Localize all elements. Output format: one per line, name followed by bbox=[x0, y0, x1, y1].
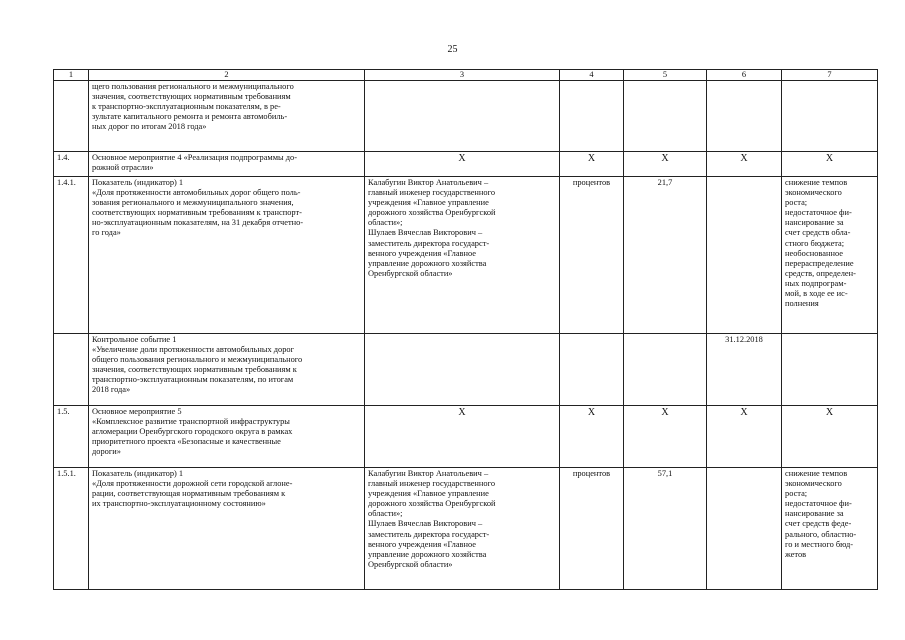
value-cell: X bbox=[624, 406, 707, 468]
responsible-line: управление дорожного хозяйства bbox=[368, 549, 487, 559]
table-row bbox=[54, 334, 878, 406]
risks-line: необоснованное bbox=[785, 248, 843, 258]
risks-line: перераспределение bbox=[785, 258, 854, 268]
date-cell: X bbox=[707, 406, 782, 468]
measure-text-line: Показатель (индикатор) 1 bbox=[92, 178, 184, 187]
measure-text-cell bbox=[89, 468, 365, 590]
measure-text-cell bbox=[89, 177, 365, 334]
risks-cell bbox=[782, 81, 878, 152]
risks-line: рального, областно- bbox=[785, 529, 857, 539]
measure-text-line: Показатель (индикатор) 1 bbox=[92, 469, 184, 478]
risks-line: мой, в ходе ее ис- bbox=[785, 289, 848, 299]
responsible-line: дорожного хозяйства Оренбургской bbox=[368, 499, 496, 509]
measure-text-line: Контрольное событие 1 bbox=[92, 335, 177, 344]
responsible-line: венного учреждения «Главное bbox=[368, 248, 476, 258]
measure-text-line: значения, соответствующих нормативным требованиям к bbox=[92, 365, 297, 375]
measure-text-line: 2018 года» bbox=[92, 385, 131, 395]
responsible-line: учреждения «Главное управление bbox=[368, 489, 489, 499]
measure-text-line: щего пользования регионального и межмуниципального bbox=[92, 82, 294, 91]
risks-line: стного бюджета; bbox=[785, 238, 845, 248]
column-number: 3 bbox=[365, 70, 560, 81]
measure-text-line: их транспортно-эксплуатационному состоянию» bbox=[92, 499, 266, 509]
column-number: 4 bbox=[560, 70, 624, 81]
unit-cell: процентов bbox=[560, 177, 624, 334]
value-cell bbox=[624, 81, 707, 152]
responsible-line: Шулаев Вячеслав Викторович – bbox=[368, 519, 483, 529]
table-row bbox=[54, 177, 878, 334]
responsible-cell: X bbox=[365, 152, 560, 177]
unit-cell: процентов bbox=[560, 468, 624, 590]
risks-cell: X bbox=[782, 152, 878, 177]
risks-line: недостаточное фи- bbox=[785, 499, 852, 509]
responsible-line: заместитель директора государст- bbox=[368, 529, 490, 539]
date-cell bbox=[707, 177, 782, 334]
measure-text-line: го года» bbox=[92, 228, 121, 238]
risks-line: снижение темпов bbox=[785, 178, 848, 187]
value-cell: 21,7 bbox=[624, 177, 707, 334]
unit-cell bbox=[560, 81, 624, 152]
measure-text-line: но-эксплуатационным показателям, на 31 декабря отчетно- bbox=[92, 218, 304, 228]
risks-line: полнения bbox=[785, 299, 819, 309]
measure-text-cell bbox=[89, 81, 365, 152]
responsible-cell bbox=[365, 177, 560, 334]
column-number-row bbox=[54, 70, 878, 81]
table-row bbox=[54, 152, 878, 177]
risks-line: жетов bbox=[785, 549, 807, 559]
measure-text-cell bbox=[89, 334, 365, 406]
measure-text-line: «Увеличение доли протяженности автомобильных дорог bbox=[92, 345, 295, 355]
risks-line: средств, определен- bbox=[785, 268, 856, 278]
risks-cell bbox=[782, 177, 878, 334]
risks-line: роста; bbox=[785, 198, 808, 208]
responsible-line: Калабугин Виктор Анатольевич – bbox=[368, 178, 489, 187]
date-cell: 31.12.2018 bbox=[707, 334, 782, 406]
measure-text-line: Основное мероприятие 5 bbox=[92, 407, 182, 416]
measure-text-line: агломерации Оренбургского городского округа в рамках bbox=[92, 427, 293, 437]
measure-text-line: общего пользования регионального и межмуниципального bbox=[92, 355, 303, 365]
row-number: 1.5. bbox=[54, 406, 89, 468]
risks-line: нансирование за bbox=[785, 218, 844, 228]
responsible-line: учреждения «Главное управление bbox=[368, 198, 489, 208]
risks-line: счет средств феде- bbox=[785, 519, 852, 529]
responsible-cell: X bbox=[365, 406, 560, 468]
measure-text-line: дороги» bbox=[92, 447, 121, 457]
responsible-line: главный инженер государственного bbox=[368, 479, 496, 489]
date-cell: X bbox=[707, 152, 782, 177]
responsible-cell bbox=[365, 468, 560, 590]
unit-cell bbox=[560, 334, 624, 406]
table-row bbox=[54, 81, 878, 152]
measure-text-line: ных дорог по итогам 2018 года» bbox=[92, 122, 207, 132]
row-number: 1.4.1. bbox=[54, 177, 89, 334]
risks-line: недостаточное фи- bbox=[785, 208, 852, 218]
value-cell bbox=[624, 334, 707, 406]
responsible-line: венного учреждения «Главное bbox=[368, 539, 476, 549]
date-cell bbox=[707, 81, 782, 152]
measure-text-line: «Комплексное развитие транспортной инфраструктуры bbox=[92, 417, 290, 427]
responsible-line: управление дорожного хозяйства bbox=[368, 258, 487, 268]
responsible-line: Калабугин Виктор Анатольевич – bbox=[368, 469, 489, 478]
risks-cell: X bbox=[782, 406, 878, 468]
responsible-line: области»; bbox=[368, 218, 403, 228]
risks-line: экономического bbox=[785, 479, 842, 489]
responsible-line: дорожного хозяйства Оренбургской bbox=[368, 208, 496, 218]
value-cell: X bbox=[624, 152, 707, 177]
responsible-cell bbox=[365, 334, 560, 406]
measure-text-cell bbox=[89, 152, 365, 177]
unit-cell: X bbox=[560, 152, 624, 177]
measure-text-line: к транспортно-эксплуатационным показателям, в ре- bbox=[92, 102, 281, 112]
column-number: 1 bbox=[54, 70, 89, 81]
row-number: 1.4. bbox=[54, 152, 89, 177]
measure-text-line: «Доля протяженности автомобильных дорог общего поль- bbox=[92, 188, 301, 198]
risks-cell bbox=[782, 334, 878, 406]
risks-line: роста; bbox=[785, 489, 808, 499]
responsible-line: области»; bbox=[368, 509, 403, 519]
risks-cell bbox=[782, 468, 878, 590]
unit-cell: X bbox=[560, 406, 624, 468]
table-row bbox=[54, 468, 878, 590]
date-cell bbox=[707, 468, 782, 590]
responsible-cell bbox=[365, 81, 560, 152]
measure-text-line: зультате капитального ремонта и ремонта автомобиль- bbox=[92, 112, 288, 122]
responsible-line: Шулаев Вячеслав Викторович – bbox=[368, 228, 483, 238]
measure-text-cell bbox=[89, 406, 365, 468]
measure-text-line: «Доля протяженности дорожной сети городской аглоне- bbox=[92, 479, 293, 489]
row-number: 1.5.1. bbox=[54, 468, 89, 590]
row-number bbox=[54, 81, 89, 152]
risks-line: счет средств обла- bbox=[785, 228, 851, 238]
measure-text-line: значения, соответствующих нормативным требованиям bbox=[92, 92, 291, 102]
risks-line: го и местного бюд- bbox=[785, 539, 854, 549]
value-cell: 57,1 bbox=[624, 468, 707, 590]
responsible-line: Оренбургской области» bbox=[368, 559, 453, 569]
column-number: 5 bbox=[624, 70, 707, 81]
risks-line: экономического bbox=[785, 188, 842, 198]
page-number: 25 bbox=[447, 44, 458, 55]
table-row bbox=[54, 406, 878, 468]
measure-text-line: рации, соответствующая нормативным требованиям к bbox=[92, 489, 286, 499]
measure-text-line: соответствующих нормативным требованиям к транспорт- bbox=[92, 208, 302, 218]
responsible-line: Оренбургской области» bbox=[368, 268, 453, 278]
column-number: 7 bbox=[782, 70, 878, 81]
measure-text-line: Основное мероприятие 4 «Реализация подпрограммы до- bbox=[92, 153, 297, 162]
responsible-line: главный инженер государственного bbox=[368, 188, 496, 198]
column-number: 6 bbox=[707, 70, 782, 81]
risks-line: снижение темпов bbox=[785, 469, 848, 478]
column-number: 2 bbox=[89, 70, 365, 81]
risks-line: ных подпрограм- bbox=[785, 278, 847, 288]
plan-table bbox=[53, 69, 878, 590]
measure-text-line: транспортно-эксплуатационным показателям, по итогам bbox=[92, 375, 294, 385]
responsible-line: заместитель директора государст- bbox=[368, 238, 490, 248]
measure-text-line: рожной отрасли» bbox=[92, 163, 154, 173]
measure-text-line: приоритетного проекта «Безопасные и качественные bbox=[92, 437, 281, 447]
risks-line: нансирование за bbox=[785, 509, 844, 519]
row-number bbox=[54, 334, 89, 406]
measure-text-line: зования регионального и межмуниципального значения, bbox=[92, 198, 294, 208]
